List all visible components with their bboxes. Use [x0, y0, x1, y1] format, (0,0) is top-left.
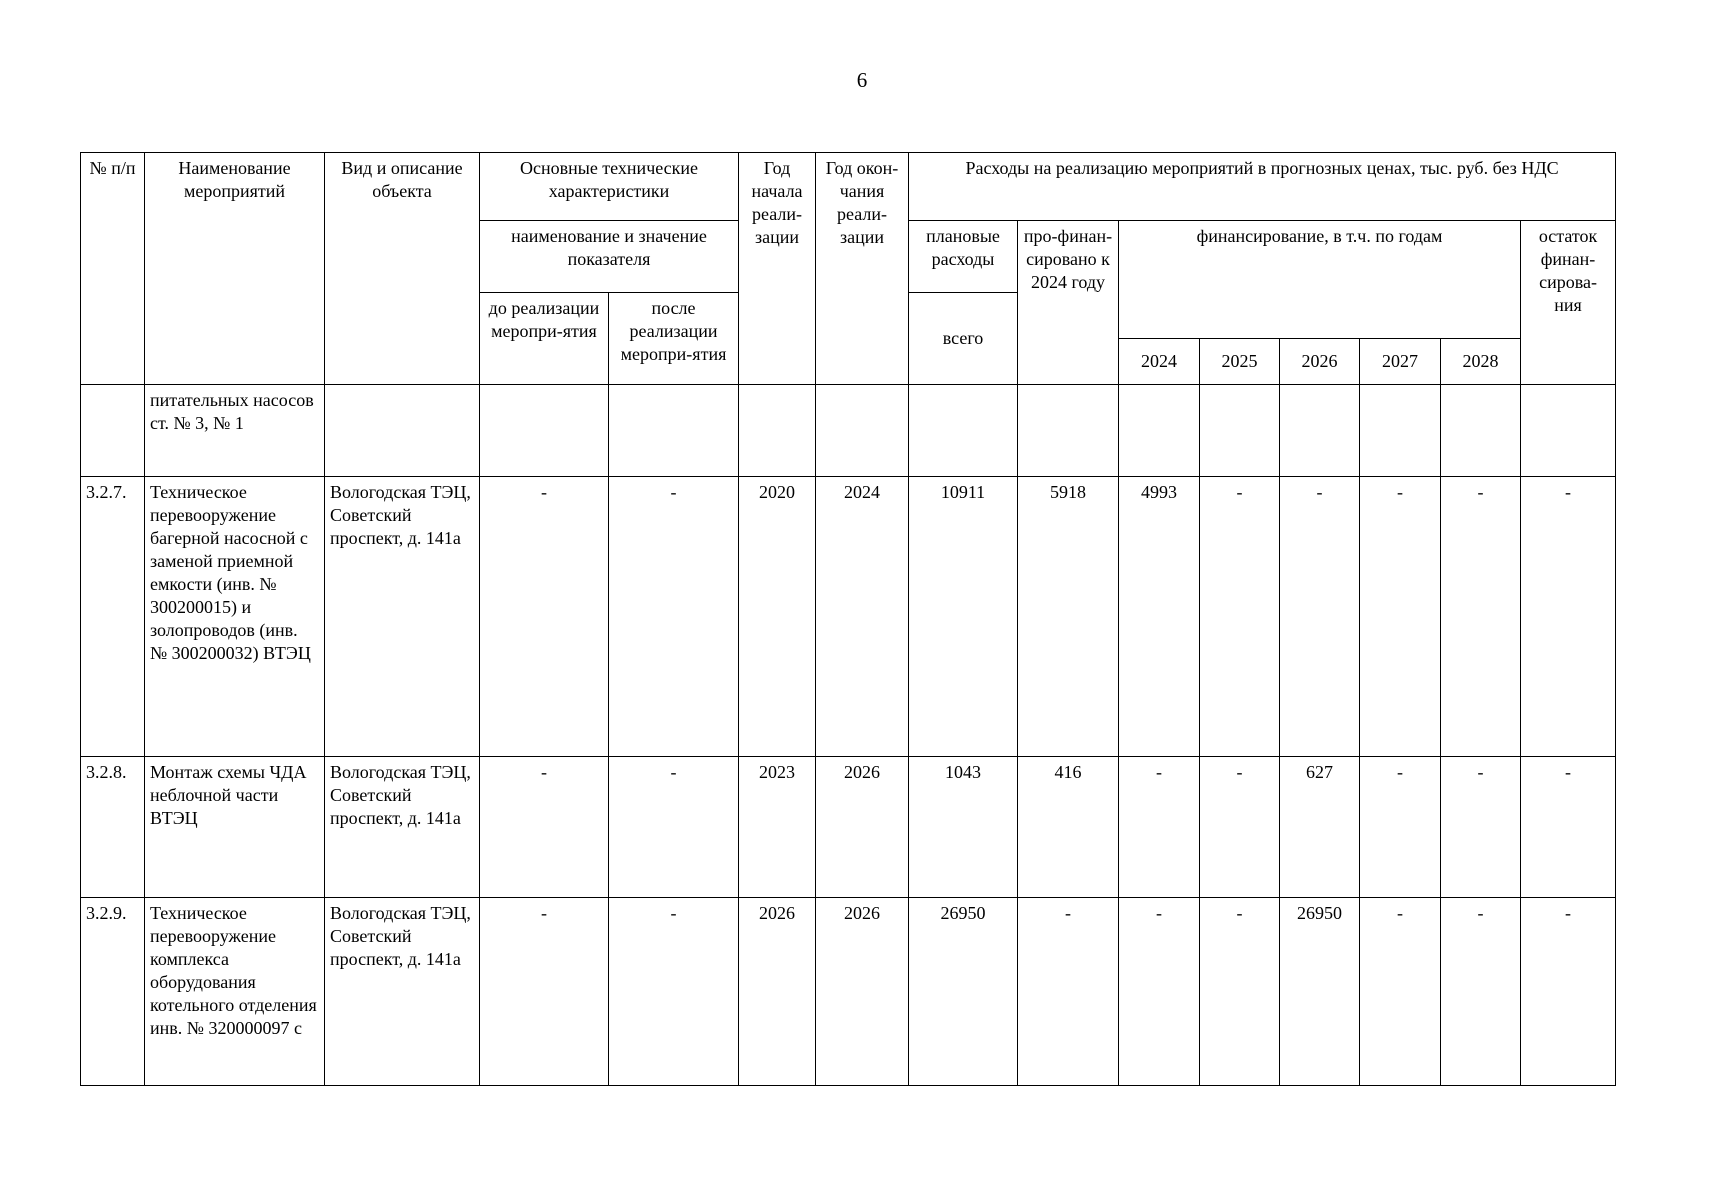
- row-y2027: -: [1360, 477, 1441, 757]
- row-name: Монтаж схемы ЧДА неблочной части ВТЭЦ: [145, 757, 325, 898]
- page-number: 6: [856, 68, 868, 92]
- header-remainder: остаток финан-сирова-ния: [1521, 221, 1616, 385]
- row-planned: 10911: [909, 477, 1018, 757]
- header-planned: плановые расходы: [909, 221, 1018, 293]
- row-end-year: 2026: [816, 757, 909, 898]
- row-after: -: [609, 757, 739, 898]
- header-financing: финансирование, в т.ч. по годам: [1119, 221, 1521, 339]
- header-start-year: Год начала реали-зации: [739, 153, 816, 385]
- row-y2027: -: [1360, 898, 1441, 1086]
- header-tech-characteristics: Основные технические характеристики: [480, 153, 739, 221]
- row-num: 3.2.7.: [81, 477, 145, 757]
- row-planned: 26950: [909, 898, 1018, 1086]
- row-y2024: 4993: [1119, 477, 1200, 757]
- row-y2027: -: [1360, 757, 1441, 898]
- row-remainder: -: [1521, 477, 1616, 757]
- row-y2025: -: [1200, 477, 1280, 757]
- table-row: [81, 385, 1616, 477]
- row-object: Вологодская ТЭЦ, Советский проспект, д. 141а: [325, 898, 480, 1086]
- header-year-2026: 2026: [1280, 339, 1360, 385]
- row-start-year: 2020: [739, 477, 816, 757]
- row-y2026: -: [1280, 477, 1360, 757]
- table-row: [81, 898, 1616, 1086]
- header-costs: Расходы на реализацию мероприятий в прогнозных ценах, тыс. руб. без НДС: [909, 153, 1616, 221]
- row-start-year: 2026: [739, 898, 816, 1086]
- header-year-2025: 2025: [1200, 339, 1280, 385]
- row-num: 3.2.8.: [81, 757, 145, 898]
- row-num: 3.2.9.: [81, 898, 145, 1086]
- row-y2025: -: [1200, 898, 1280, 1086]
- row-after: -: [609, 898, 739, 1086]
- continuation-name: питательных насосов ст. № 3, № 1: [145, 385, 325, 477]
- row-y2024: -: [1119, 898, 1200, 1086]
- row-end-year: 2026: [816, 898, 909, 1086]
- header-end-year: Год окон-чания реали-зации: [816, 153, 909, 385]
- row-name: Техническое перевооружение комплекса оборудования котельного отделения инв. № 320000097 с: [145, 898, 325, 1086]
- row-object: Вологодская ТЭЦ, Советский проспект, д. 141а: [325, 477, 480, 757]
- row-y2025: -: [1200, 757, 1280, 898]
- header-financed: про-финан-сировано к 2024 году: [1018, 221, 1119, 385]
- row-before: -: [480, 898, 609, 1086]
- row-name: Техническое перевооружение багерной насосной с заменой приемной емкости (инв. № 300200015) и золопроводов (инв. № 300200032) ВТЭЦ: [145, 477, 325, 757]
- row-after: -: [609, 477, 739, 757]
- row-end-year: 2024: [816, 477, 909, 757]
- row-y2028: -: [1441, 477, 1521, 757]
- measures-table: [80, 152, 1616, 1086]
- row-remainder: -: [1521, 757, 1616, 898]
- table-row: [81, 757, 1616, 898]
- row-financed: -: [1018, 898, 1119, 1086]
- row-y2024: -: [1119, 757, 1200, 898]
- header-year-2027: 2027: [1360, 339, 1441, 385]
- header-year-2028: 2028: [1441, 339, 1521, 385]
- row-y2028: -: [1441, 757, 1521, 898]
- row-before: -: [480, 757, 609, 898]
- row-object: Вологодская ТЭЦ, Советский проспект, д. 141а: [325, 757, 480, 898]
- row-financed: 416: [1018, 757, 1119, 898]
- row-y2026: 627: [1280, 757, 1360, 898]
- header-after: после реализации меропри-ятия: [609, 293, 739, 385]
- row-planned: 1043: [909, 757, 1018, 898]
- row-before: -: [480, 477, 609, 757]
- row-start-year: 2023: [739, 757, 816, 898]
- row-y2028: -: [1441, 898, 1521, 1086]
- header-num: № п/п: [81, 153, 145, 385]
- header-before: до реализации меропри-ятия: [480, 293, 609, 385]
- header-object: Вид и описание объекта: [325, 153, 480, 385]
- header-year-2024: 2024: [1119, 339, 1200, 385]
- row-y2026: 26950: [1280, 898, 1360, 1086]
- table-row: [81, 477, 1616, 757]
- row-financed: 5918: [1018, 477, 1119, 757]
- row-remainder: -: [1521, 898, 1616, 1086]
- header-name: Наименование мероприятий: [145, 153, 325, 385]
- header-total: всего: [909, 293, 1018, 385]
- header-indicator: наименование и значение показателя: [480, 221, 739, 293]
